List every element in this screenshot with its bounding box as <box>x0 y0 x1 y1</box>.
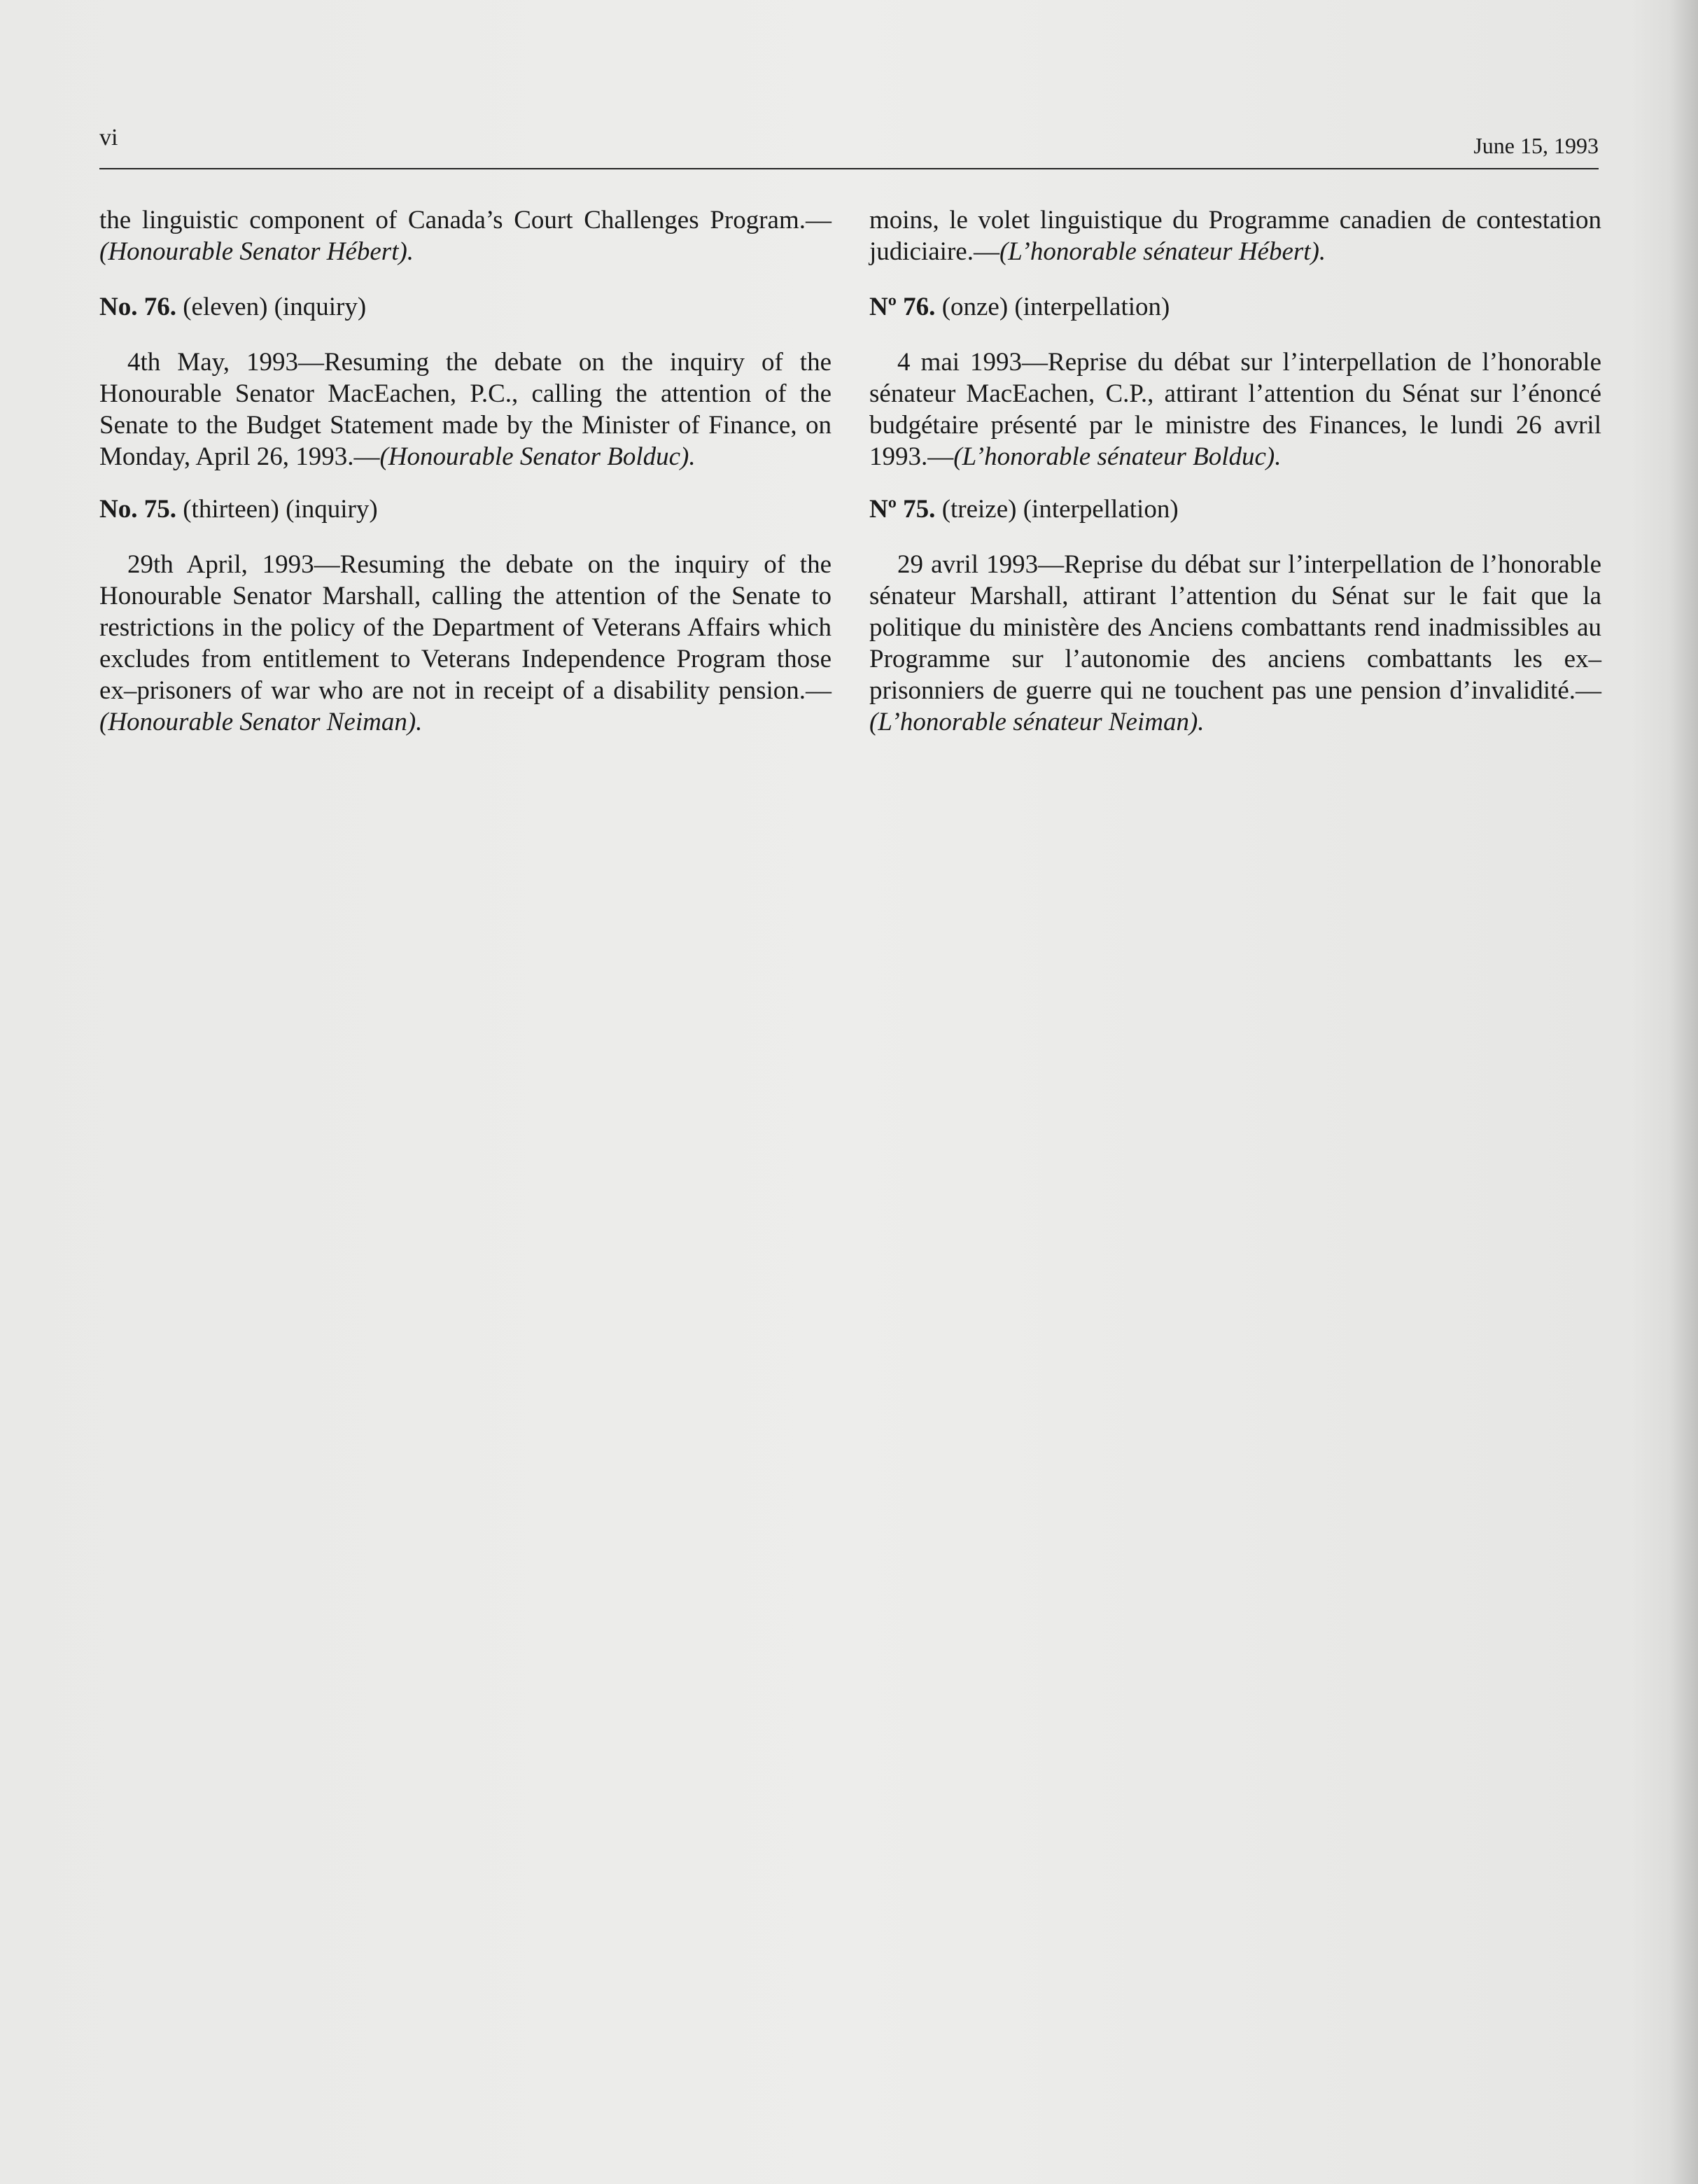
item-76-heading <box>99 291 832 323</box>
intro-text: the linguistic component of Canada’s Court Challenges Program.— <box>99 206 832 234</box>
item-75-text-fr: 29 avril 1993—Reprise du débat sur l’interpellation de l’honorable sénateur Marshall, attirant l’attention du Sénat sur le fait que la politique du ministère des Anciens combattants rend inadmissibles au Programme sur l’autonomie des anciens combattants les ex–prisonniers de guerre qui ne touchent pas une pension d’invalidité.— <box>869 550 1601 705</box>
item-76-number: No. 76. <box>99 293 176 321</box>
page-number: vi <box>99 125 118 150</box>
item-76-number-fr: Nº 76. <box>869 293 936 321</box>
item-75-heading <box>99 493 832 525</box>
item-75-number-fr: Nº 75. <box>869 495 936 524</box>
item-76-text-fr: 4 mai 1993—Reprise du débat sur l’interpellation de l’honorable sénateur MacEachen, C.P., attirant l’attention du Sénat sur l’énoncé budgétaire présenté par le ministre des Finances, le lundi 26 avril 1993.— <box>869 348 1601 471</box>
english-column <box>99 204 832 738</box>
item-75-paragraph-fr <box>869 549 1601 738</box>
item-76-citation: (Honourable Senator Bolduc). <box>379 442 696 471</box>
binding-shadow <box>1670 0 1698 2184</box>
intro-paragraph-fr <box>869 204 1601 267</box>
item-76-text: 4th May, 1993—Resuming the debate on the inquiry of the Honourable Senator MacEachen, P.C., calling the attention of the Senate to the Budget Statement made by the Minister of Finance, on Monday, April 26, 1993.— <box>99 348 832 471</box>
item-76-paragraph-fr <box>869 346 1601 472</box>
item-75-paragraph <box>99 549 832 738</box>
french-column <box>869 204 1601 738</box>
item-75-label: (thirteen) (inquiry) <box>176 495 378 524</box>
intro-paragraph <box>99 204 832 267</box>
item-76-heading-fr <box>869 291 1601 323</box>
page-header <box>99 125 1599 157</box>
item-76-label: (eleven) (inquiry) <box>176 293 367 321</box>
item-75-label-fr: (treize) (interpellation) <box>935 495 1179 524</box>
item-75-citation: (Honourable Senator Neiman). <box>99 708 423 736</box>
page-date: June 15, 1993 <box>1473 133 1599 158</box>
item-76-paragraph <box>99 346 832 472</box>
intro-text-fr: moins, le volet linguistique du Programme canadien de contestation judiciaire.— <box>869 206 1601 266</box>
item-75-heading-fr <box>869 493 1601 525</box>
item-75-number: No. 75. <box>99 495 176 524</box>
item-75-text: 29th April, 1993—Resuming the debate on the inquiry of the Honourable Senator Marshall, calling the attention of the Senate to restrictions in the policy of the Department of Veterans Affairs which excludes from entitlement to Veterans Independence Program those ex–prisoners of war who are not in receipt of a disability pension.— <box>99 550 832 705</box>
item-76-citation-fr: (L’honorable sénateur Bolduc). <box>953 442 1282 471</box>
intro-citation-fr: (L’honorable sénateur Hébert). <box>999 237 1326 266</box>
intro-citation: (Honourable Senator Hébert). <box>99 237 414 266</box>
item-75-citation-fr: (L’honorable sénateur Neiman). <box>869 708 1205 736</box>
header-rule <box>99 168 1599 169</box>
item-76-label-fr: (onze) (interpellation) <box>935 293 1170 321</box>
